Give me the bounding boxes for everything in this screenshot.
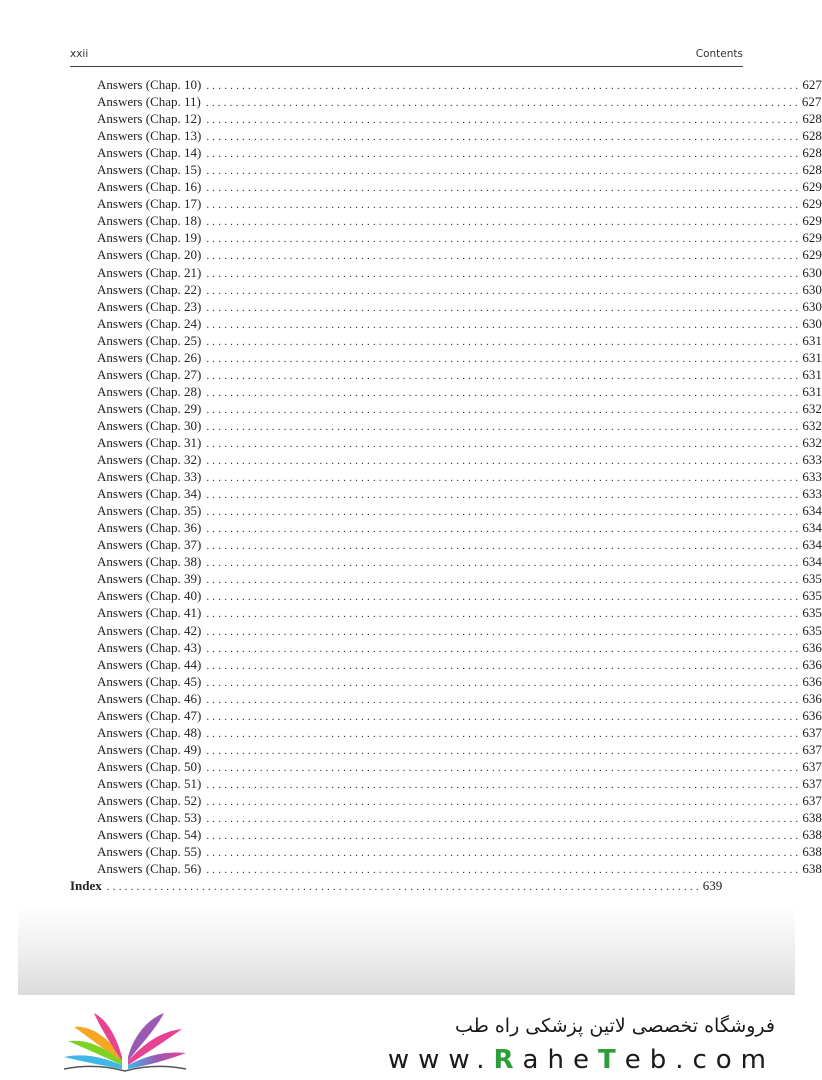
dot-leader: ....................................................................................................: [206, 369, 802, 382]
dot-leader: ....................................................................................................: [206, 625, 802, 638]
toc-entry[interactable]: [70, 383, 822, 400]
toc-entry-label: Answers (Chap. 11): [97, 94, 201, 110]
toc-entry-page: 634: [802, 537, 822, 553]
dot-leader: ....................................................................................................: [206, 267, 802, 280]
toc-entry-label: Answers (Chap. 25): [97, 332, 202, 348]
toc-entry-page: 629: [802, 247, 822, 263]
toc-entry-label: Answers (Chap. 47): [97, 707, 202, 723]
toc-entry-page: 636: [802, 673, 822, 689]
toc-entry-label: Answers (Chap. 13): [97, 128, 202, 144]
toc-entry-label: Answers (Chap. 16): [97, 179, 202, 195]
toc-entry-page: 628: [802, 162, 822, 178]
toc-entry-label: Answers (Chap. 45): [97, 673, 202, 689]
dot-leader: ....................................................................................................: [206, 148, 802, 161]
toc-entry[interactable]: [70, 570, 822, 587]
toc-entry[interactable]: [70, 246, 822, 263]
toc-entry-page: 637: [802, 758, 822, 774]
toc-entry-label: Answers (Chap. 15): [97, 162, 202, 178]
toc-entry-page: 636: [802, 639, 822, 655]
toc-entry-page: 629: [802, 196, 822, 212]
toc-entry-label: Answers (Chap. 49): [97, 741, 202, 757]
toc-entry[interactable]: [70, 298, 822, 315]
store-footer: [0, 995, 813, 1080]
url-suffix: eb.com: [624, 1045, 775, 1075]
page-number-roman: xxii: [70, 48, 89, 60]
running-title: Contents: [695, 48, 743, 60]
toc-entry-label: Answers (Chap. 44): [97, 656, 202, 672]
toc-entry[interactable]: [70, 144, 822, 161]
toc-entry[interactable]: [70, 315, 822, 332]
toc-entry[interactable]: [70, 639, 822, 656]
url-letter-r: R: [493, 1045, 523, 1075]
toc-entry[interactable]: [70, 604, 822, 621]
toc-entry-label: Answers (Chap. 53): [97, 810, 202, 826]
toc-entry[interactable]: [70, 536, 822, 553]
toc-entry-page: 628: [802, 128, 822, 144]
toc-entry[interactable]: [70, 349, 822, 366]
toc-entry-label: Answers (Chap. 21): [97, 264, 202, 280]
dot-leader: ....................................................................................................: [206, 761, 802, 774]
footer-shadow-band: [18, 905, 795, 995]
toc-entry-page: 634: [802, 503, 822, 519]
toc-entry-page: 635: [802, 571, 822, 587]
toc-entry-page: 638: [802, 827, 822, 843]
dot-leader: ....................................................................................................: [206, 165, 802, 178]
dot-leader: ....................................................................................................: [206, 199, 802, 212]
dot-leader: ....................................................................................................: [206, 795, 802, 808]
toc-entry-label: Index: [70, 878, 102, 894]
toc-entry-label: Answers (Chap. 31): [97, 434, 202, 450]
toc-entry-page: 632: [802, 400, 822, 416]
toc-entry-label: Answers (Chap. 32): [97, 452, 202, 468]
dot-leader: ....................................................................................................: [206, 131, 802, 144]
toc-entry[interactable]: [70, 656, 822, 673]
toc-entry-page: 629: [802, 230, 822, 246]
toc-entry[interactable]: [70, 161, 822, 178]
toc-entry[interactable]: [70, 741, 822, 758]
toc-entry-page: 634: [802, 554, 822, 570]
toc-entry-label: Answers (Chap. 18): [97, 213, 202, 229]
toc-entry-label: Answers (Chap. 38): [97, 554, 202, 570]
dot-leader: ....................................................................................................: [206, 727, 802, 740]
toc-entry-page: 636: [802, 690, 822, 706]
toc-entry-label: Answers (Chap. 50): [97, 758, 202, 774]
url-letter-t: T: [597, 1045, 625, 1075]
dot-leader: ....................................................................................................: [206, 608, 802, 621]
toc-entry-label: Answers (Chap. 12): [97, 111, 202, 127]
dot-leader: ....................................................................................................: [206, 386, 802, 399]
dot-leader: ....................................................................................................: [206, 403, 802, 416]
toc-entry[interactable]: [70, 622, 822, 639]
toc-entry[interactable]: [70, 775, 822, 792]
toc-entry-page: 637: [802, 741, 822, 757]
toc-entry[interactable]: [70, 229, 822, 246]
toc-entry-page: 630: [802, 315, 822, 331]
dot-leader: ....................................................................................................: [206, 233, 802, 246]
toc-entry-label: Answers (Chap. 37): [97, 537, 202, 553]
dot-leader: ....................................................................................................: [206, 489, 802, 502]
toc-entry-page: 630: [802, 281, 822, 297]
dot-leader: ....................................................................................................: [206, 659, 802, 672]
toc-entry-page: 634: [802, 520, 822, 536]
toc-entry[interactable]: [70, 212, 822, 229]
toc-entry-label: Answers (Chap. 42): [97, 622, 202, 638]
toc-entry-label: Answers (Chap. 22): [97, 281, 202, 297]
toc-entry-page: 637: [802, 792, 822, 808]
toc-entry[interactable]: [70, 178, 822, 195]
toc-entry-page: 639: [702, 878, 723, 894]
toc-entry[interactable]: [70, 690, 822, 707]
toc-entry-page: 636: [802, 656, 822, 672]
toc-entry-label: Answers (Chap. 29): [97, 400, 202, 416]
store-name: فروشگاه تخصصی لاتین پزشکی راه طب: [455, 1015, 775, 1037]
store-url[interactable]: [388, 1045, 775, 1075]
dot-leader: ....................................................................................................: [206, 182, 802, 195]
toc-entry[interactable]: [70, 76, 822, 93]
toc-entry[interactable]: [70, 519, 822, 536]
dot-leader: ....................................................................................................: [206, 557, 802, 570]
toc-entry-page: 631: [802, 366, 822, 382]
toc-entry[interactable]: [70, 417, 822, 434]
toc-entry-label: Answers (Chap. 51): [97, 775, 202, 791]
toc-entry[interactable]: [70, 485, 822, 502]
toc-entry[interactable]: [70, 434, 822, 451]
toc-entry-page: 628: [802, 145, 822, 161]
toc-entry-label: Answers (Chap. 23): [97, 298, 202, 314]
dot-leader: ....................................................................................................: [206, 574, 802, 587]
toc-entry[interactable]: [70, 93, 822, 110]
toc-entry-page: 629: [802, 179, 822, 195]
dot-leader: ....................................................................................................: [206, 216, 802, 229]
dot-leader: ....................................................................................................: [206, 778, 802, 791]
dot-leader: ....................................................................................................: [206, 693, 802, 706]
toc-entry-label: Answers (Chap. 14): [97, 145, 202, 161]
toc-entry-page: 635: [802, 605, 822, 621]
dot-leader: ....................................................................................................: [206, 455, 802, 468]
dot-leader: ....................................................................................................: [206, 864, 802, 877]
toc-entry-label: Answers (Chap. 34): [97, 486, 202, 502]
toc-entry[interactable]: [70, 860, 822, 877]
toc-entry[interactable]: [70, 366, 822, 383]
dot-leader: ....................................................................................................: [206, 676, 802, 689]
toc-entry[interactable]: [70, 195, 822, 212]
dot-leader: ....................................................................................................: [205, 97, 801, 110]
toc-entry-label: Answers (Chap. 28): [97, 383, 202, 399]
dot-leader: ....................................................................................................: [206, 540, 802, 553]
toc-entry-page: 635: [802, 588, 822, 604]
running-header: [70, 46, 743, 67]
dot-leader: ....................................................................................................: [206, 506, 802, 519]
dot-leader: ....................................................................................................: [206, 813, 802, 826]
toc-entry-page: 633: [802, 469, 822, 485]
toc-entry[interactable]: [70, 843, 822, 860]
dot-leader: ....................................................................................................: [206, 642, 802, 655]
toc-entry-page: 628: [802, 111, 822, 127]
toc-entry[interactable]: [70, 826, 822, 843]
toc-entry-label: Answers (Chap. 40): [97, 588, 202, 604]
table-of-contents: [70, 76, 822, 894]
toc-entry[interactable]: [70, 281, 822, 298]
dot-leader: ....................................................................................................: [206, 301, 802, 314]
toc-entry[interactable]: [70, 110, 822, 127]
toc-entry-page: 638: [802, 861, 822, 877]
toc-entry[interactable]: [70, 264, 822, 281]
toc-entry-page: 631: [802, 383, 822, 399]
dot-leader: ....................................................................................................: [206, 744, 802, 757]
toc-entry-page: 638: [802, 844, 822, 860]
toc-entry[interactable]: [70, 553, 822, 570]
dot-leader: ....................................................................................................: [206, 523, 802, 536]
toc-entry-label: Answers (Chap. 20): [97, 247, 202, 263]
dot-leader: ....................................................................................................: [206, 80, 802, 92]
toc-entry-label: Answers (Chap. 26): [97, 349, 202, 365]
toc-entry[interactable]: [70, 792, 822, 809]
toc-entry-label: Answers (Chap. 33): [97, 469, 202, 485]
toc-entry[interactable]: [70, 127, 822, 144]
url-prefix: www.: [387, 1045, 494, 1075]
toc-entry-page: 631: [802, 349, 822, 365]
toc-entry[interactable]: [70, 332, 822, 349]
toc-entry-page: 631: [802, 332, 822, 348]
toc-entry-page: 627: [802, 77, 822, 92]
toc-entry[interactable]: [70, 724, 822, 741]
toc-entry-page: 627: [801, 94, 822, 110]
toc-entry[interactable]: [70, 707, 822, 724]
toc-entry-page: 635: [802, 622, 822, 638]
toc-entry-label: Answers (Chap. 35): [97, 503, 202, 519]
dot-leader: ....................................................................................................: [206, 472, 802, 485]
toc-entry-label: Answers (Chap. 48): [97, 724, 202, 740]
dot-leader: ....................................................................................................: [206, 114, 802, 127]
dot-leader: ....................................................................................................: [206, 591, 802, 604]
toc-entry-page: 632: [802, 434, 822, 450]
toc-entry[interactable]: [70, 673, 822, 690]
toc-entry[interactable]: [70, 468, 822, 485]
toc-entry-label: Answers (Chap. 30): [97, 417, 202, 433]
toc-entry-page: 629: [802, 213, 822, 229]
url-mid: ahe: [522, 1045, 598, 1075]
toc-entry[interactable]: [70, 758, 822, 775]
toc-entry-label: Answers (Chap. 10): [97, 77, 202, 92]
toc-entry-page: 630: [802, 298, 822, 314]
toc-entry-label: Answers (Chap. 52): [97, 792, 202, 808]
toc-entry-label: Answers (Chap. 56): [97, 861, 202, 877]
dot-leader: ....................................................................................................: [206, 420, 802, 433]
toc-entry-label: Answers (Chap. 54): [97, 827, 202, 843]
toc-entry-page: 637: [802, 724, 822, 740]
toc-entry-label: Answers (Chap. 19): [97, 230, 202, 246]
dot-leader: ....................................................................................................: [206, 250, 802, 263]
toc-entry-label: Answers (Chap. 43): [97, 639, 202, 655]
toc-entry[interactable]: [70, 809, 822, 826]
toc-entry[interactable]: [70, 451, 822, 468]
dot-leader: ....................................................................................................: [206, 352, 802, 365]
toc-entry-label: Answers (Chap. 24): [97, 315, 202, 331]
dot-leader: ....................................................................................................: [206, 847, 802, 860]
toc-entry-label: Answers (Chap. 55): [97, 844, 202, 860]
dot-leader: ....................................................................................................: [206, 437, 802, 450]
dot-leader: ....................................................................................................: [206, 284, 802, 297]
toc-entry-page: 630: [802, 264, 822, 280]
toc-entry-page: 633: [802, 486, 822, 502]
dot-leader: ....................................................................................................: [206, 335, 802, 348]
dot-leader: ....................................................................................................: [206, 710, 802, 723]
toc-entry-page: 637: [802, 775, 822, 791]
dot-leader: ....................................................................................................: [206, 318, 802, 331]
open-book-rainbow-icon: [60, 1007, 190, 1073]
toc-entry-index[interactable]: [70, 877, 723, 894]
dot-leader: ....................................................................................................: [206, 830, 802, 843]
toc-entry[interactable]: [70, 400, 822, 417]
toc-entry-label: Answers (Chap. 46): [97, 690, 202, 706]
toc-entry-label: Answers (Chap. 17): [97, 196, 202, 212]
toc-entry[interactable]: [70, 502, 822, 519]
toc-entry-page: 632: [802, 417, 822, 433]
dot-leader: ....................................................................................................: [106, 881, 702, 894]
toc-entry-label: Answers (Chap. 36): [97, 520, 202, 536]
toc-entry-page: 636: [802, 707, 822, 723]
toc-entry-label: Answers (Chap. 41): [97, 605, 202, 621]
toc-entry[interactable]: [70, 587, 822, 604]
toc-entry-label: Answers (Chap. 39): [97, 571, 202, 587]
toc-entry-page: 638: [802, 810, 822, 826]
toc-entry-page: 633: [802, 452, 822, 468]
toc-entry-label: Answers (Chap. 27): [97, 366, 202, 382]
